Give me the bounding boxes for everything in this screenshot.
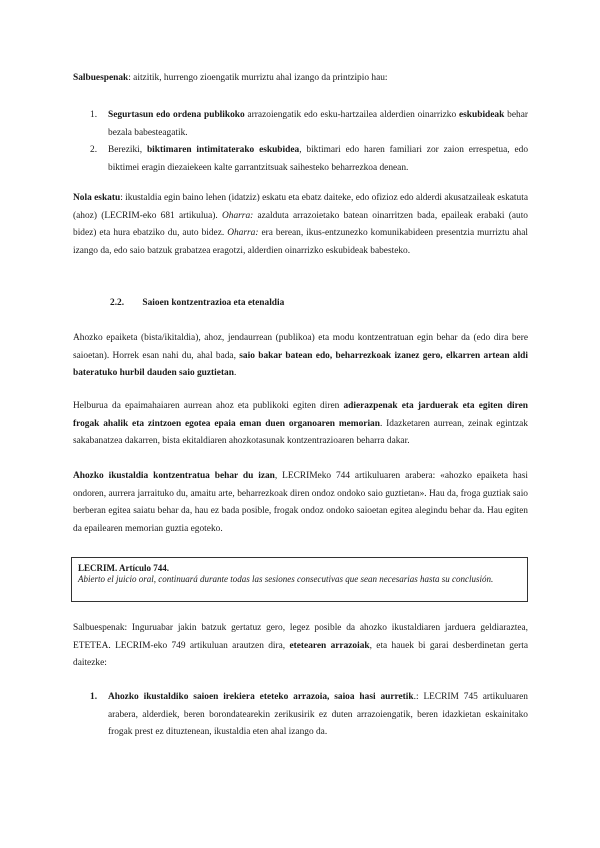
paragraph-bold: saio bakar batean edo, beharrezkoak izanez gero, elkarren artean aldi bateratuko hurbil dauden saio guztietan	[73, 350, 528, 379]
list-item-text: behar bezala babesteagatik.	[108, 110, 528, 138]
list-item-text: .: LECRIM 745 artikuluaren arabera, alderdiek, beren borondatearekin zerikusirik ez duten arrazoiengatik, beren idazkietan eskainitako frogak prest ez dituztenean, ikustaldia eten ahal izango da.	[108, 692, 528, 738]
section-number: 2.2.	[110, 298, 125, 308]
list-item-bold: Segurtasun edo ordena publikoko	[108, 110, 245, 120]
list-item-bold: Ahozko ikustaldiko saioen irekiera eteteko arrazoia, saioa hasi aurretik	[108, 692, 414, 702]
paragraph-bold: etetearen arrazoiak	[289, 640, 370, 651]
paragraph-bold: adierazpenak eta jarduerak eta egiten diren frogak ahalik eta zintzoen egotea epaia eman duen organoaren memorian	[73, 401, 528, 429]
paragraph-how-to-request	[73, 190, 528, 260]
note-label: Oharra:	[227, 228, 259, 239]
paragraph-suspension	[73, 620, 528, 673]
paragraph-goal	[73, 398, 528, 451]
paragraph-text: .	[233, 368, 237, 379]
paragraph-text: Salbuespenak: Inguruabar jakin batzuk gertatuz gero, legez posible da ahozko ikustaldiaren jarduera geldiaraztea, ETETEA. LECRIM-eko 749 artikuluan arautzen dira,	[73, 623, 528, 651]
list-item	[108, 142, 528, 177]
list-item-bold: biktimaren intimitaterako eskubidea	[146, 145, 300, 155]
paragraph-text: , LECRIMeko 744 artikuluaren arabera: «ahozko epaiketa hasi ondoren, aurrera jarraituko du, amaitu arte, beharrezkoak diren ondoz ondoko saio guztietan». Hau da, froga guztiak saio berberan egitea saiatu behar da, hau ez bada posible, frogak ondoz ondoko saioetan egitea alegindu behar da. Hau egiten da epailearen memorian guztia egoteko.	[73, 471, 529, 534]
paragraph-exceptions	[73, 70, 528, 88]
list-number: 1.	[90, 692, 98, 702]
paragraph-text: azalduta arrazoietako batean oinarritzen bada, epaileak erabaki (auto bidez) eta hura ebatziko du, auto bidez.	[73, 210, 528, 239]
paragraph-bold: Ahozko ikustaldia kontzentratua behar du izan	[73, 471, 275, 481]
paragraph-lead: Nola eskatu	[73, 193, 121, 203]
exceptions-lead: Salbuespenak	[73, 73, 129, 83]
list-number: 2.	[90, 145, 98, 155]
section-heading	[110, 298, 284, 308]
list-item-text: arrazoiengatik edo esku-hartzailea alderdien oinarrizko	[244, 110, 459, 120]
list-item-bold: eskubideak	[459, 110, 505, 120]
exceptions-text: : aitzitik, hurrengo zioengatik murriztu ahal izango da printzipio hau:	[128, 73, 388, 83]
paragraph-text: Ahozko epaiketa (bista/ikitaldia), ahoz, jendaurrean (publikoa) eta modu kontzentratuan egin behar da (edo dira bere saioetan). Horrek esan nahi du, ahal bada,	[73, 333, 528, 361]
section-title: Saioen kontzentrazioa eta etenaldia	[142, 298, 285, 308]
law-quote-box	[71, 557, 528, 602]
note-label: Oharra:	[222, 210, 254, 221]
paragraph-text: . Idazketaren aurrean, zeinak egintzak sakabanatzea dakarren, bista ekitaldiaren ahozkotasunak kontzentrazioaren beharra dakar.	[73, 418, 528, 447]
list-item	[108, 689, 528, 742]
list-item-text: Bereziki,	[108, 145, 147, 155]
paragraph-oral-trial	[73, 330, 528, 383]
list-item	[108, 107, 528, 142]
paragraph-text: Helburua da epaimahaiaren aurrean ahoz eta publikoki egiten diren	[73, 401, 344, 411]
paragraph-text: : ikustaldia egin baino lehen (idatziz) eskatu eta ebatz daiteke, edo ofizioz edo alderdi akusatzaileak eskatuta (ahoz) (LECRIM-eko 681 artikulua).	[73, 193, 528, 221]
law-quote-text: Abierto el juicio oral, continuará durante todas las sesiones consecutivas que sean necesarias hasta su conclusión.	[78, 574, 494, 584]
paragraph-text: , eta hauek bi garai desberdinetan gerta daitezke:	[73, 640, 529, 669]
list-number: 1.	[90, 110, 98, 120]
paragraph-concentrated	[73, 468, 528, 538]
paragraph-text: era berean, ikus-entzunezko komunikabideen presentzia murriztu ahal izango da, edo saio batzuk grabatzea eragotzi, alderdien oinarrizko eskubideak babesteko.	[73, 228, 528, 256]
list-item-text: , biktimari edo haren familiari zor zaion errespetua, edo biktimei eragin diezaiekeen kalte garrantzitsuak saihesteko beharrezkoa denean.	[108, 145, 529, 173]
law-quote-title: LECRIM. Artículo 744.	[78, 563, 169, 573]
